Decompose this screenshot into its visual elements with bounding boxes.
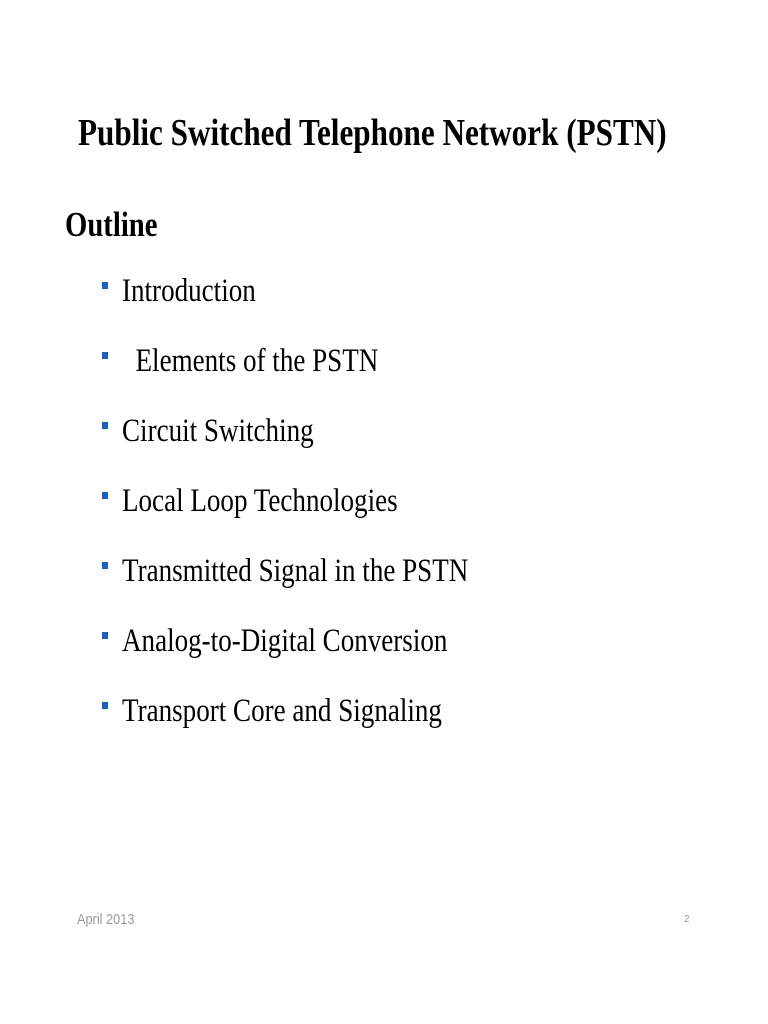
square-bullet-icon [102, 562, 108, 569]
square-bullet-icon [102, 352, 108, 359]
list-item-text: Introduction [122, 273, 256, 309]
square-bullet-icon [102, 422, 108, 429]
list-item-text: Analog-to-Digital Conversion [122, 623, 448, 659]
footer-date: April 2013 [77, 911, 135, 928]
list-item-text: Circuit Switching [122, 413, 314, 449]
page-number: 2 [684, 914, 690, 925]
square-bullet-icon [102, 282, 108, 289]
slide-title: Public Switched Telephone Network (PSTN) [78, 112, 667, 154]
square-bullet-icon [102, 632, 108, 639]
list-item-text: Local Loop Technologies [122, 483, 398, 519]
list-item-text: Elements of the PSTN [122, 343, 379, 379]
list-item-text: Transport Core and Signaling [122, 693, 442, 729]
outline-heading: Outline [65, 205, 158, 244]
square-bullet-icon [102, 492, 108, 499]
square-bullet-icon [102, 702, 108, 709]
list-item-text: Transmitted Signal in the PSTN [122, 553, 469, 589]
